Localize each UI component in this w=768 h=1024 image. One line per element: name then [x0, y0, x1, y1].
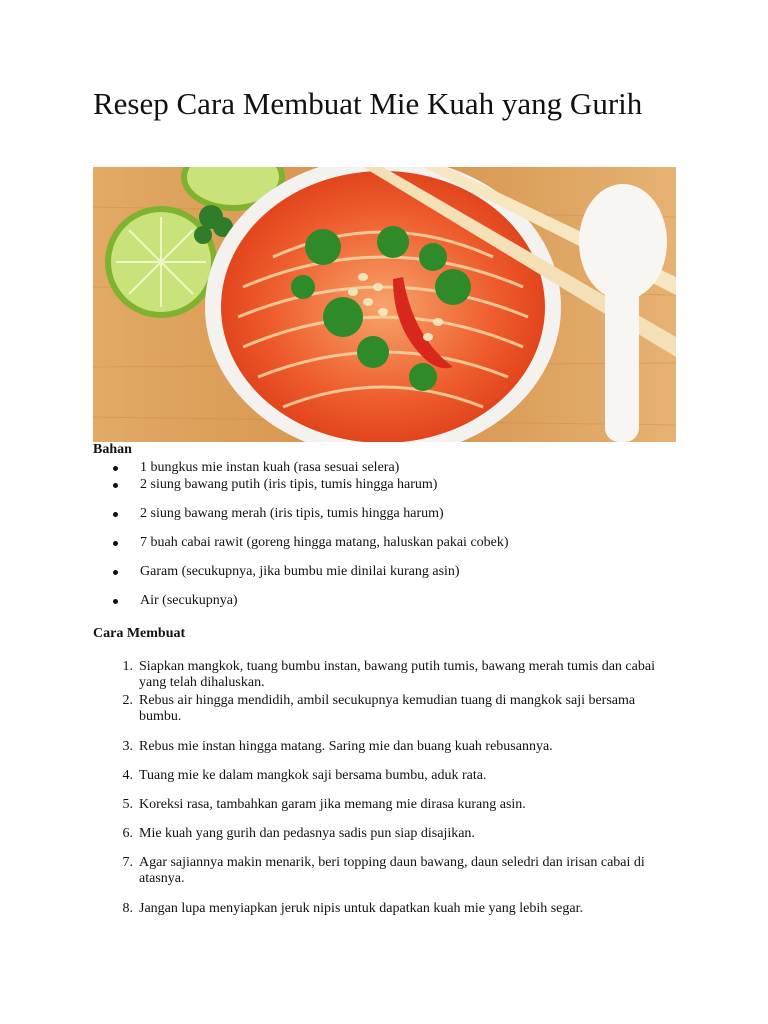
bullet-icon	[113, 483, 118, 488]
page-title: Resep Cara Membuat Mie Kuah yang Gurih	[93, 86, 643, 121]
lime-half-icon	[105, 206, 217, 318]
bullet-icon	[113, 512, 118, 517]
noodle-bowl-illustration	[93, 167, 676, 442]
bullet-icon	[113, 599, 118, 604]
bullet-icon	[113, 570, 118, 575]
bullet-icon	[113, 466, 118, 471]
steps-heading: Cara Membuat	[93, 626, 186, 641]
ingredients-heading: Bahan	[93, 442, 132, 457]
recipe-photo	[93, 167, 676, 442]
bullet-icon	[113, 541, 118, 546]
